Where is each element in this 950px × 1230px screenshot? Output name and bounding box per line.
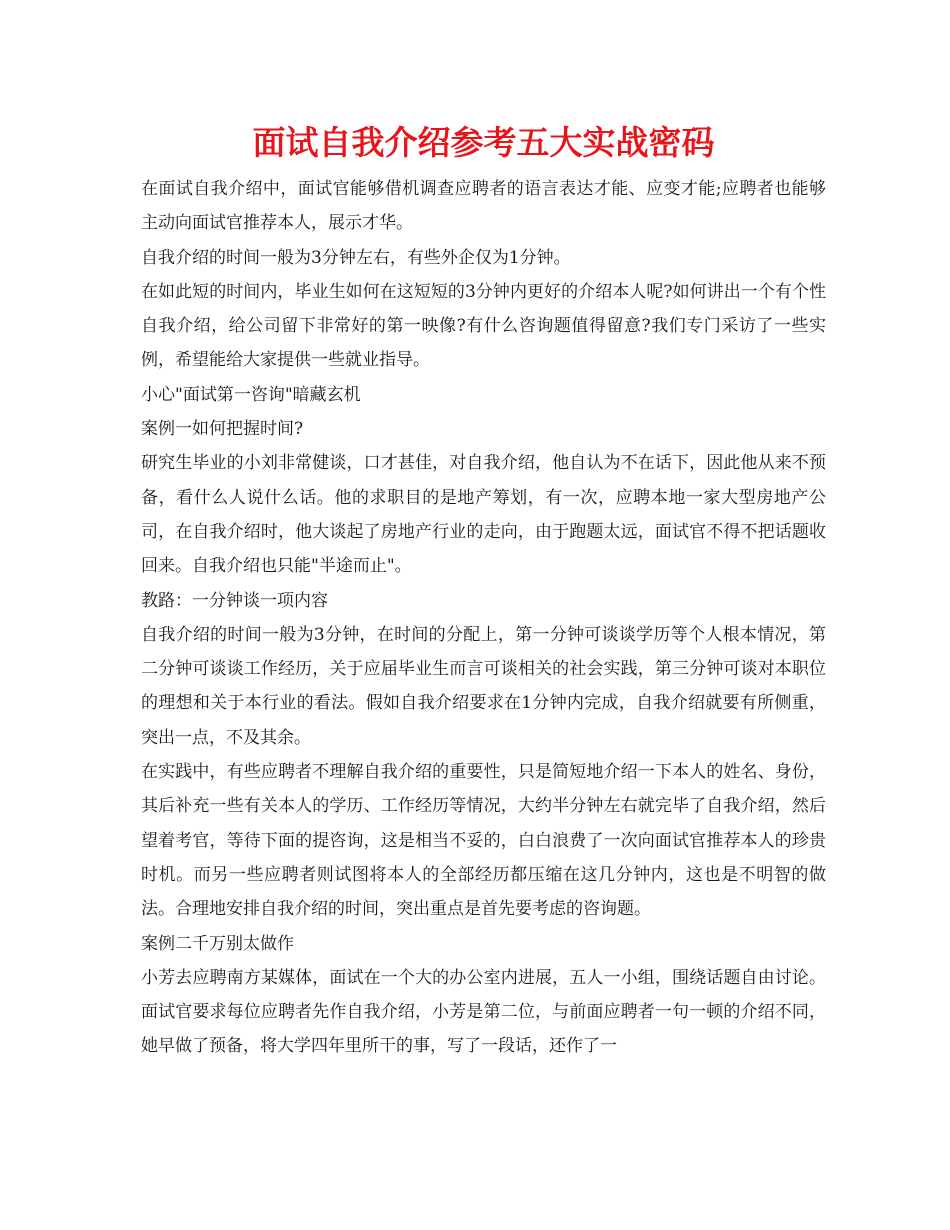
case-one-story: 研究生毕业的小刘非常健谈，口才甚佳，对自我介绍，他自认为不在话下，因此他从来不预备，看什么人说什么话。他的求职目的是地产筹划，有一次，应聘本地一家大型房地产公司，在自我介绍时，他大谈起了房地产行业的走向，由于跑题太远，面试官不得不把话题收回来。自我介绍也只能"半途而止"。 (141, 453, 826, 577)
tip-one-practice: 在实践中，有些应聘者不理解自我介绍的重要性，只是简短地介绍一下本人的姓名、身份，其后补充一些有关本人的学历、工作经历等情况，大约半分钟左右就完毕了自我介绍，然后望着考官，等待下面的提咨询，这是相当不妥的，白白浪费了一次向面试官推荐本人的珍贵时机。而另一些应聘者则试图将本人的全部经历都压缩在这几分钟内，这也是不明智的做法。合理地安排自我介绍的时间，突出重点是首先要考虑的咨询题。 (141, 762, 826, 920)
tip-one-body: 自我介绍的时间一般为3分钟，在时间的分配上，第一分钟可谈谈学历等个人根本情况，第二分钟可谈谈工作经历，关于应届毕业生而言可谈相关的社会实践，第三分钟可谈对本职位的理想和关于本行业的看法。假如自我介绍要求在1分钟内完成，自我介绍就要有所侧重，突出一点，不及其余。 (141, 624, 826, 748)
case-one-heading: 案例一如何把握时间? (141, 419, 304, 440)
section-heading-first-question: 小心"面试第一咨询"暗藏玄机 (141, 384, 361, 405)
document-title: 面试自我介绍参考五大实战密码 (252, 123, 715, 162)
tip-one-heading: 教路：一分钟谈一项内容 (141, 590, 328, 611)
case-two-story: 小芳去应聘南方某媒体，面试在一个大的办公室内进展，五人一小组，围绕话题自由讨论。面试官要求每位应聘者先作自我介绍，小芳是第二位，与前面应聘者一句一顿的介绍不同，她早做了预备，将大学四年里所干的事，写了一段话，还作了一 (141, 967, 826, 1057)
paragraph-intro-2: 自我介绍的时间一般为3分钟左右，有些外企仅为1分钟。 (141, 247, 571, 268)
paragraph-intro-1: 在面试自我介绍中，面试官能够借机调查应聘者的语言表达才能、应变才能;应聘者也能够主动向面试官推荐本人，展示才华。 (141, 179, 826, 234)
case-two-heading: 案例二千万别太做作 (141, 933, 294, 954)
paragraph-intro-3: 在如此短的时间内，毕业生如何在这短短的3分钟内更好的介绍本人呢?如何讲出一个有个性自我介绍，给公司留下非常好的第一映像?有什么咨询题值得留意?我们专门采访了一些实例，希望能给大家提供一些就业指导。 (141, 281, 826, 371)
